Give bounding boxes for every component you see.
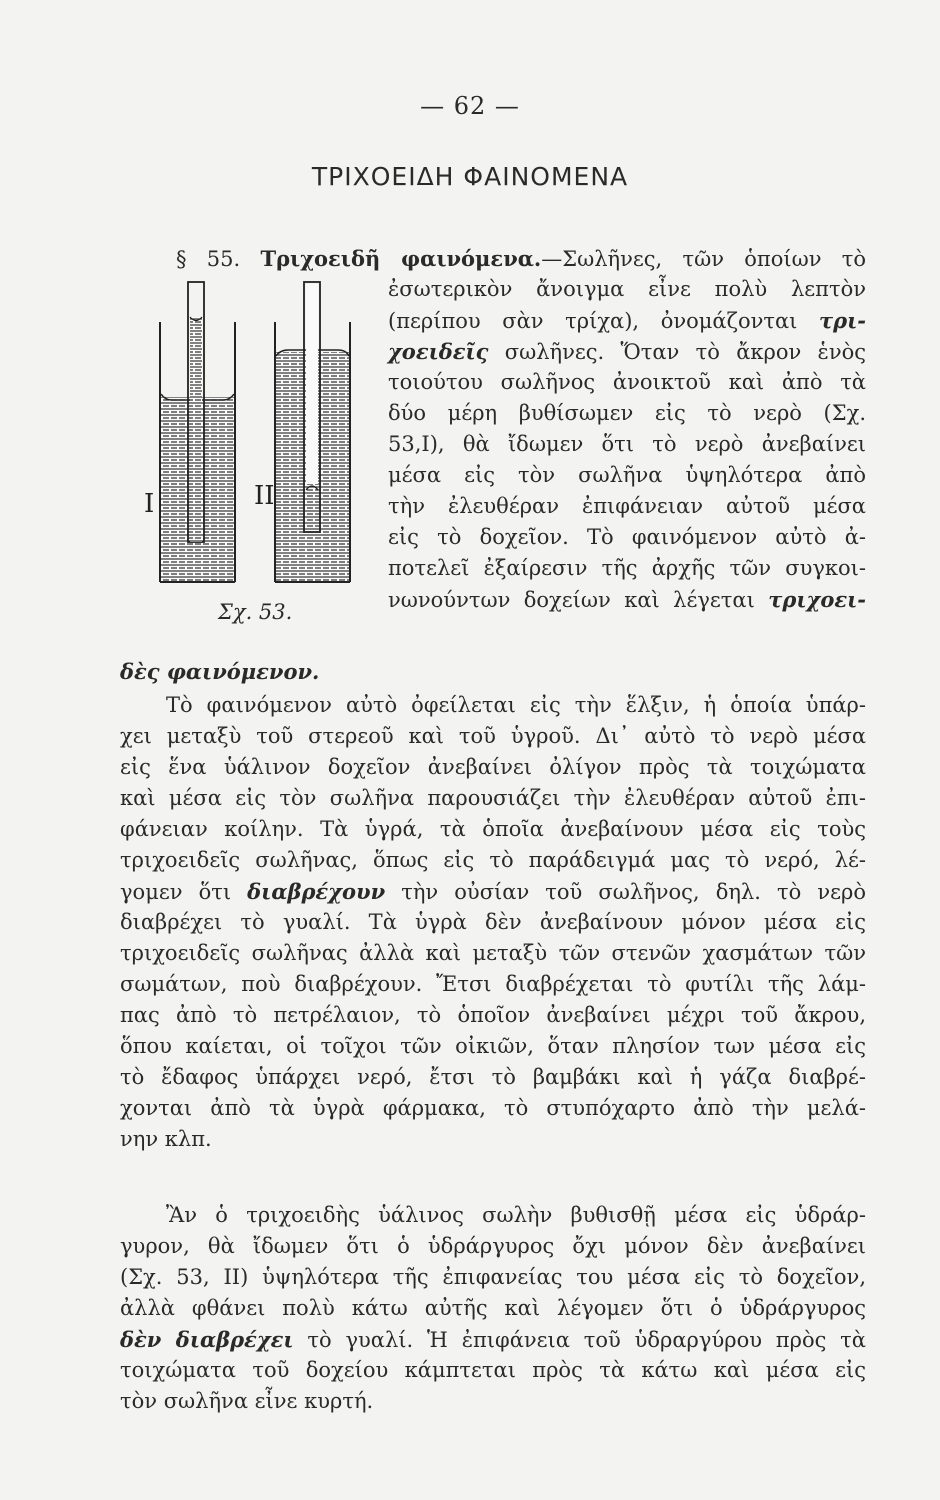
text-line: δύο μέρη βυθίσωμεν εἰς τὸ νερὸ (Σχ. — [388, 401, 866, 425]
text-line: φάνειαν κοίλην. Τὰ ὑγρά, τὰ ὁποῖα ἀνεβαίνουν μέσα εἰς τοὺς — [120, 817, 866, 841]
text-line: εἰς ἕνα ὑάλινον δοχεῖον ἀνεβαίνει ὀλίγον πρὸς τὰ τοιχώματα — [120, 755, 866, 779]
term-choeideis: χοειδεῖς — [388, 339, 489, 364]
text-line: τὸ ἔδαφος ὑπάρχει νερό, ἔτσι τὸ βαμβάκι καὶ ἡ γάζα διαβρέ- — [120, 1065, 866, 1089]
text-fragment: (περίπου σὰν τρίχα), ὀνομάζονται — [388, 309, 798, 333]
text-line: διαβρέχει τὸ γυαλί. Τὰ ὑγρὰ δὲν ἀνεβαίνουν μόνον μέσα εἰς — [120, 910, 866, 934]
text-line: χει μεταξὺ τοῦ στερεοῦ καὶ τοῦ ὑγροῦ. Δι᾽ αὐτὸ τὸ νερὸ μέσα — [120, 724, 866, 748]
text-line — [120, 876, 866, 908]
vessel-one — [160, 282, 235, 582]
text-line: ἐσωτερικὸν ἄνοιγμα εἶνε πολὺ λεπτὸν — [388, 277, 866, 301]
text-line: τοιούτου σωλῆνος ἀνοικτοῦ καὶ ἀπὸ τὰ — [388, 370, 866, 394]
text-line: —Σωλῆνες, τῶν ὁποίων τὸ — [541, 247, 867, 271]
text-line — [388, 336, 866, 368]
text-fragment: γομεν ὅτι — [120, 880, 232, 904]
text-line: ἀλλὰ φθάνει πολὺ κάτω αὐτῆς καὶ λέγομεν ὅτι ὁ ὑδράργυρος — [120, 1296, 866, 1320]
text-line: Ἂν ὁ τριχοειδὴς ὑάλινος σωλὴν βυθισθῇ μέσα εἰς ὑδράρ- — [166, 1203, 866, 1227]
text-line: τριχοειδεῖς σωλῆνας, ὅπως εἰς τὸ παράδειγμά μας τὸ νερό, λέ- — [120, 848, 866, 872]
text-line: πας ἀπὸ τὸ πετρέλαιον, τὸ ὁποῖον ἀνεβαίνει μέχρι τοῦ ἄκρου, — [120, 1003, 866, 1027]
page-number: — 62 — — [420, 92, 520, 120]
text-line: τριχοειδεῖς σωλῆνας ἀλλὰ καὶ μεταξὺ τῶν στενῶν χασμάτων τῶν — [120, 941, 866, 965]
text-line: σωμάτων, ποὺ διαβρέχουν. Ἔτσι διαβρέχεται τὸ φυτίλι τῆς λάμ- — [120, 972, 866, 996]
text-fragment: νωνούντων δοχείων καὶ λέγεται — [388, 588, 755, 612]
text-line — [120, 1324, 866, 1356]
text-line: ὅπου καίεται, οἱ τοῖχοι τῶν οἰκιῶν, ὅταν πλησίον των μέσα εἰς — [120, 1034, 866, 1058]
term-deis-phainomenon: δὲς φαινόμενον. — [120, 659, 320, 684]
text-line: μέσα εἰς τὸν σωλῆνα ὑψηλότερα ἀπὸ — [388, 463, 866, 487]
text-line — [120, 656, 866, 688]
figure-capillary-tubes — [144, 282, 380, 652]
text-line: τὸν σωλῆνα εἶνε κυρτή. — [120, 1389, 374, 1413]
text-line — [388, 584, 866, 616]
chapter-title: ΤΡΙΧΟΕΙΔΗ ΦΑΙΝΟΜΕΝΑ — [311, 162, 629, 191]
text-line: Τὸ φαινόμενον αὐτὸ ὀφείλεται εἰς τὴν ἕλξιν, ἡ ὁποία ὑπάρ- — [166, 693, 866, 717]
text-fragment: τὴν οὐσίαν τοῦ σωλῆνος, δηλ. τὸ νερὸ — [401, 880, 866, 904]
text-line — [388, 305, 866, 337]
text-line: εἰς τὸ δοχεῖον. Τὸ φαινόμενον αὐτὸ ἀ- — [388, 525, 866, 549]
term-diabrechoun: διαβρέχουν — [247, 879, 386, 904]
text-fragment: σωλῆνες. Ὅταν τὸ ἄκρον ἑνὸς — [504, 340, 866, 364]
vessel-two — [275, 282, 350, 582]
figure-caption: Σχ. 53. — [218, 600, 293, 624]
text-line: τὴν ἐλευθέραν ἐπιφάνειαν αὐτοῦ μέσα — [388, 494, 866, 518]
text-line: (Σχ. 53, II) ὑψηλότερα τῆς ἐπιφανείας του μέσα εἰς τὸ δοχεῖον, — [120, 1265, 866, 1289]
text-line: γυρον, θὰ ἴδωμεν ὅτι ὁ ὑδράργυρος ὄχι μόνον δὲν ἀνεβαίνει — [120, 1234, 866, 1258]
text-fragment: τὸ γυαλί. Ἡ ἐπιφάνεια τοῦ ὑδραργύρου πρὸς τὰ — [307, 1328, 866, 1352]
section-marker: § 55. — [176, 247, 241, 271]
text-line: τοιχώματα τοῦ δοχείου κάμπτεται πρὸς τὰ κάτω καὶ μέσα εἰς — [120, 1358, 866, 1382]
term-den-diabrechei: δὲν διαβρέχει — [120, 1327, 294, 1352]
label-roman-two: II — [254, 481, 275, 511]
text-line: νην κλπ. — [120, 1127, 212, 1151]
term-tricho: τρι- — [819, 308, 866, 333]
text-line: 53,I), θὰ ἴδωμεν ὅτι τὸ νερὸ ἀνεβαίνει — [388, 432, 866, 456]
text-line: καὶ μέσα εἰς τὸν σωλῆνα παρουσιάζει τὴν ἐλευθέραν αὐτοῦ ἐπι- — [120, 786, 866, 810]
label-roman-one: I — [144, 489, 155, 519]
text-line: ποτελεῖ ἐξαίρεσιν τῆς ἀρχῆς τῶν συγκοι- — [388, 556, 866, 580]
text-line: χονται ἀπὸ τὰ ὑγρὰ φάρμακα, τὸ στυπόχαρτο ἀπὸ τὴν μελά- — [120, 1096, 866, 1120]
section-title: Τριχοειδῆ φαινόμενα. — [260, 246, 542, 271]
section-heading-line — [176, 243, 866, 275]
term-tricho2: τριχοει- — [768, 587, 866, 612]
